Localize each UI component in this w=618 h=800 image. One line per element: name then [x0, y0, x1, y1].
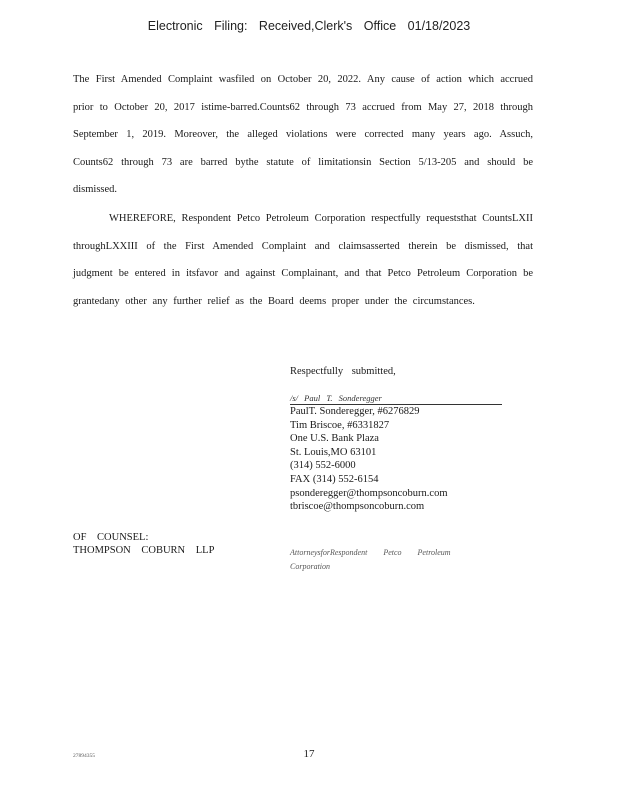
attorney-name-1: PaulT. Sonderegger, #6276829 — [290, 406, 420, 417]
signature-line: /s/ Paul T. Sonderegger — [290, 392, 502, 405]
closing-line: Respectfully submitted, — [290, 366, 396, 377]
attorney-contact-block — [290, 405, 448, 514]
law-firm-name: THOMPSON COBURN LLP — [73, 545, 215, 556]
page-number: 17 — [303, 748, 315, 760]
document-number: 27894355 — [73, 753, 95, 759]
of-counsel-block — [73, 531, 214, 557]
email-1: psonderegger@thompsoncoburn.com — [290, 487, 448, 499]
of-counsel-label: OF COUNSEL: — [73, 532, 149, 543]
address-line-2: St. Louis,MO 63101 — [290, 446, 377, 458]
paragraph-limitations: The First Amended Complaint wasfiled on October 20, 2022. Any cause of action which accrued prior to October 20, 2017 istime-barred.Counts62 through 73 accrued from May 27, 2018 through September 1, 2019. Moreover, the alleged violations were corrected many years ago. Assuch, Counts62 through 73 are barred bythe statute of limitationsin Section 5/13-205 and should be dismissed. — [73, 74, 533, 196]
attorney-name-2: Tim Briscoe, #6331827 — [290, 419, 390, 431]
address-line-1: One U.S. Bank Plaza — [290, 433, 379, 445]
fax-number: FAX (314) 552-6154 — [290, 473, 379, 485]
phone-number: (314) 552-6000 — [290, 460, 356, 472]
paragraph-wherefore: WHEREFORE, Respondent Petco Petroleum Corporation respectfully requeststhat CountsLXII throughLXXIII of the First Amended Complaint and claimsasserted therein be dismissed, that judgment be entered in itsfavor and against Complainant, and that Petco Petroleum Corporation be grantedany other any further relief as the Board deems proper under the circumstances. — [73, 213, 533, 307]
filing-header: Electronic Filing: Received,Clerk's Office 01/18/2023 — [147, 19, 471, 33]
email-2: tbriscoe@thompsoncoburn.com — [290, 501, 425, 513]
attorneys-for-line: AttorneysforRespondent Petco Petroleum Corporation — [290, 548, 451, 571]
